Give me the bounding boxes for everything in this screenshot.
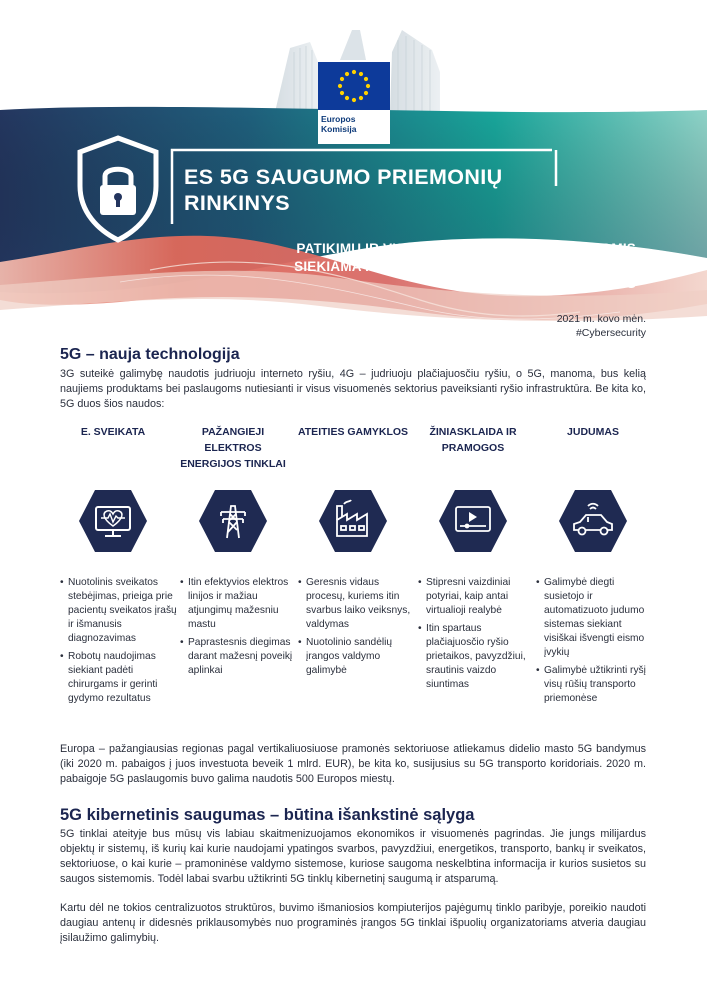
hashtag: #Cybersecurity <box>575 327 646 339</box>
section-heading-5g-technology: 5G – nauja technologija <box>60 346 240 363</box>
list-item: • Galimybė diegti susietojo ir automatizuoto judumo sistemas siekiant visiškai išvengti eismo įvykių <box>536 576 654 660</box>
benefit-title-mobility: JUDUMAS <box>567 426 619 438</box>
media-player-icon <box>437 488 509 554</box>
dateline <box>557 312 646 340</box>
list-item: • Robotų naudojimas siekiant padėti chirurgams ir gerinti gydymo rezultatus <box>60 650 178 706</box>
list-item: • Nuotolinio sandėlių įrangos valdymo galimybė <box>298 636 416 678</box>
page-subtitle: PATIKIMŲ IR VISAPUSIŠKŲ PRIEMONIŲ, KURIOMIS SIEKIAMA FORMUOTI SUDERINTĄ ES POŽIŪRĮ Į 5G TINKLŲ SAUGUMĄ, RINKINYS <box>294 241 636 291</box>
connected-car-icon <box>557 488 629 554</box>
page-title: ES 5G SAUGUMO PRIEMONIŲ RINKINYS <box>184 165 503 215</box>
benefit-title-factories: ATEITIES GAMYKLOS <box>297 426 409 438</box>
list-item: • Stipresni vaizdiniai potyriai, kaip antai virtualioji realybė <box>418 576 536 618</box>
list-item: • Itin efektyvios elektros linijos ir mažiau atjungimų mažesniu mastu <box>180 576 298 632</box>
benefit-title-smart-grids: PAŽANGIEJI ELEKTROS ENERGIJOS TINKLAI <box>180 426 286 470</box>
benefit-title-ehealth: E. SVEIKATA <box>80 426 146 438</box>
power-pylon-icon <box>197 488 269 554</box>
list-item: • Nuotolinis sveikatos stebėjimas, prieiga prie pacientų sveikatos įrašų ir išmanusis diagnozavimas <box>60 576 178 646</box>
closing-paragraph: Europa – pažangiausias regionas pagal vertikaliuosiuose pramonės sektoriuose atliekamus didelio masto 5G bandymus (iki 2020 m. pabaigos į juos investuota beveik 1 mlrd. EUR), be kita ko, susijusius su 5G transporto koridoriais. 2020 m. pabaigoje 5G paslaugomis buvo galima naudotis 500 Europos miestų. <box>60 743 646 785</box>
benefit-list-media <box>418 576 536 696</box>
cybersecurity-paragraph-1: 5G tinklai ateityje bus mūsų vis labiau skaitmenizuojamos ekonomikos ir visuomenės pagrindas. Jie jungs milijardus objektų ir sistemų, iš kurių kai kurie naudojami ypatingos svarbos, pavyzdžiui, energetikos, transporto, bankų ir sveikatos, sektoriuose, o kai kurie – pramoninėse valdymo sistemose, kuriose saugoma neskelbtina informacija ir kurios susietos su saugos sistemomis. Todėl labai svarbu užtikrinti 5G tinklų kibernetinį saugumą ir atsparumą. <box>60 828 646 885</box>
intro-paragraph: 3G suteikė galimybę naudotis judriuoju interneto ryšiu, 4G – judriuoju plačiajuosčiu ryšiu, o 5G, manoma, bus kelią naujiems produktams bei paslaugoms nutiesianti ir visus visuomenės sektorius paveiksianti ryšio infrastruktūra. Be kita ko, 5G duos šios naudos: <box>60 368 646 410</box>
section-heading-5g-cybersecurity: 5G kibernetinis saugumas – būtina išankstinė sąlyga <box>60 806 475 824</box>
cybersecurity-paragraph-2: Kartu dėl ne tokios centralizuotos struktūros, buvimo išmaniosios kompiuterijos pajėgumų tinklo paribyje, poreikio naudoti daugiau antenų ir didesnės priklausomybės nuo programinės įrangos 5G tinklai išpuolių organizatoriams atveria daugiau įsilaužimo galimybių. <box>60 902 646 944</box>
european-commission-logo <box>318 62 390 144</box>
eu-flag-icon <box>318 62 390 110</box>
benefit-list-mobility <box>536 576 654 710</box>
benefit-list-smart-grids <box>180 576 298 682</box>
benefit-title-media: ŽINIASKLAIDA IR PRAMOGOS <box>429 426 517 454</box>
factory-icon <box>317 488 389 554</box>
shield-lock-icon <box>74 134 162 244</box>
benefit-list-factories <box>298 576 416 682</box>
publication-date: 2021 m. kovo mėn. <box>556 313 646 325</box>
commission-name-line1: Europos <box>321 114 356 124</box>
commission-name-line2: Komisija <box>321 124 357 134</box>
list-item: • Itin spartaus plačiajuosčio ryšio prietaikos, pavyzdžiui, srautinis vaizdo siuntimas <box>418 622 536 692</box>
list-item: • Geresnis vidaus procesų, kuriems itin svarbus laiko veiksnys, valdymas <box>298 576 416 632</box>
heart-monitor-icon <box>77 488 149 554</box>
benefit-list-ehealth <box>60 576 178 710</box>
list-item: • Paprastesnis diegimas darant mažesnį poveikį aplinkai <box>180 636 298 678</box>
list-item: • Galimybė užtikrinti ryšį visų rūšių transporto priemonėse <box>536 664 654 706</box>
